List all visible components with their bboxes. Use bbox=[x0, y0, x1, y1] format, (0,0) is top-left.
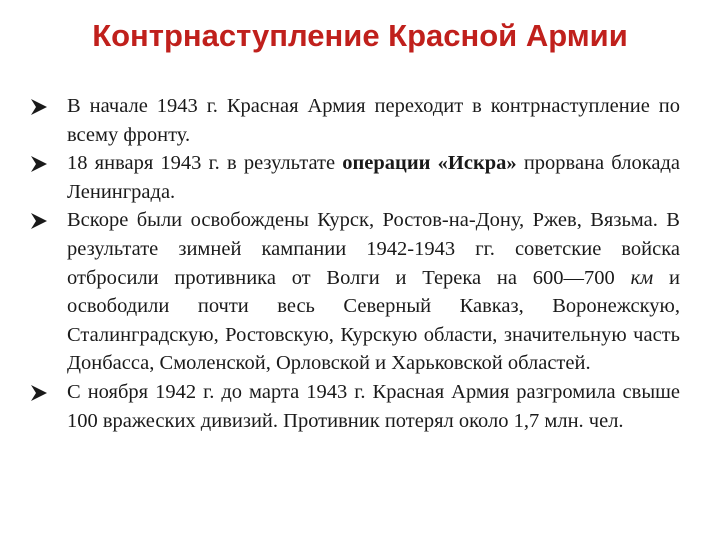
arrowhead-bullet-icon bbox=[30, 212, 48, 230]
bullet-text-3a: Вскоре были освобождены Курск, Ростов-на-Дону, Ржев, Вязьма. В результате зимней кампании 1942-1943 гг. советские войска отбросили противника от Волги и Терека на 600—700 bbox=[67, 209, 680, 289]
km-italic: км bbox=[630, 266, 654, 289]
bullet-text-4: С ноября 1942 г. до марта 1943 г. Красная Армия разгромила свыше 100 вражеских дивизий. Противник потерял около 1,7 млн. чел. bbox=[67, 380, 680, 432]
bullet-text-2a: 18 января 1943 г. в результате bbox=[67, 152, 343, 175]
bullet-text-3b: и освободили почти весь Северный Кавказ, Воронежскую, Сталинградскую, Ростовскую, Курскую области, значительную часть Донбасса, Смоленской, Орловской и Харьковской областей. bbox=[67, 266, 680, 375]
operation-iskra-bold: операции «Искра» bbox=[342, 152, 517, 175]
slide-title: Контрнаступление Красной Армии bbox=[92, 18, 628, 53]
arrowhead-bullet-icon bbox=[30, 98, 48, 116]
arrowhead-bullet-icon bbox=[30, 155, 48, 173]
arrowhead-bullet-icon bbox=[30, 384, 48, 402]
bullet-text-1: В начале 1943 г. Красная Армия переходит в контрнаступление по всему фронту. bbox=[67, 95, 680, 146]
bullet-item-3 bbox=[30, 206, 680, 378]
bullet-item-1 bbox=[30, 92, 680, 149]
bullet-list bbox=[30, 92, 680, 435]
bullet-item-4 bbox=[30, 378, 680, 435]
bullet-text-2b: прорвана блокада Ленинграда. bbox=[67, 152, 680, 203]
bullet-item-2 bbox=[30, 149, 680, 206]
